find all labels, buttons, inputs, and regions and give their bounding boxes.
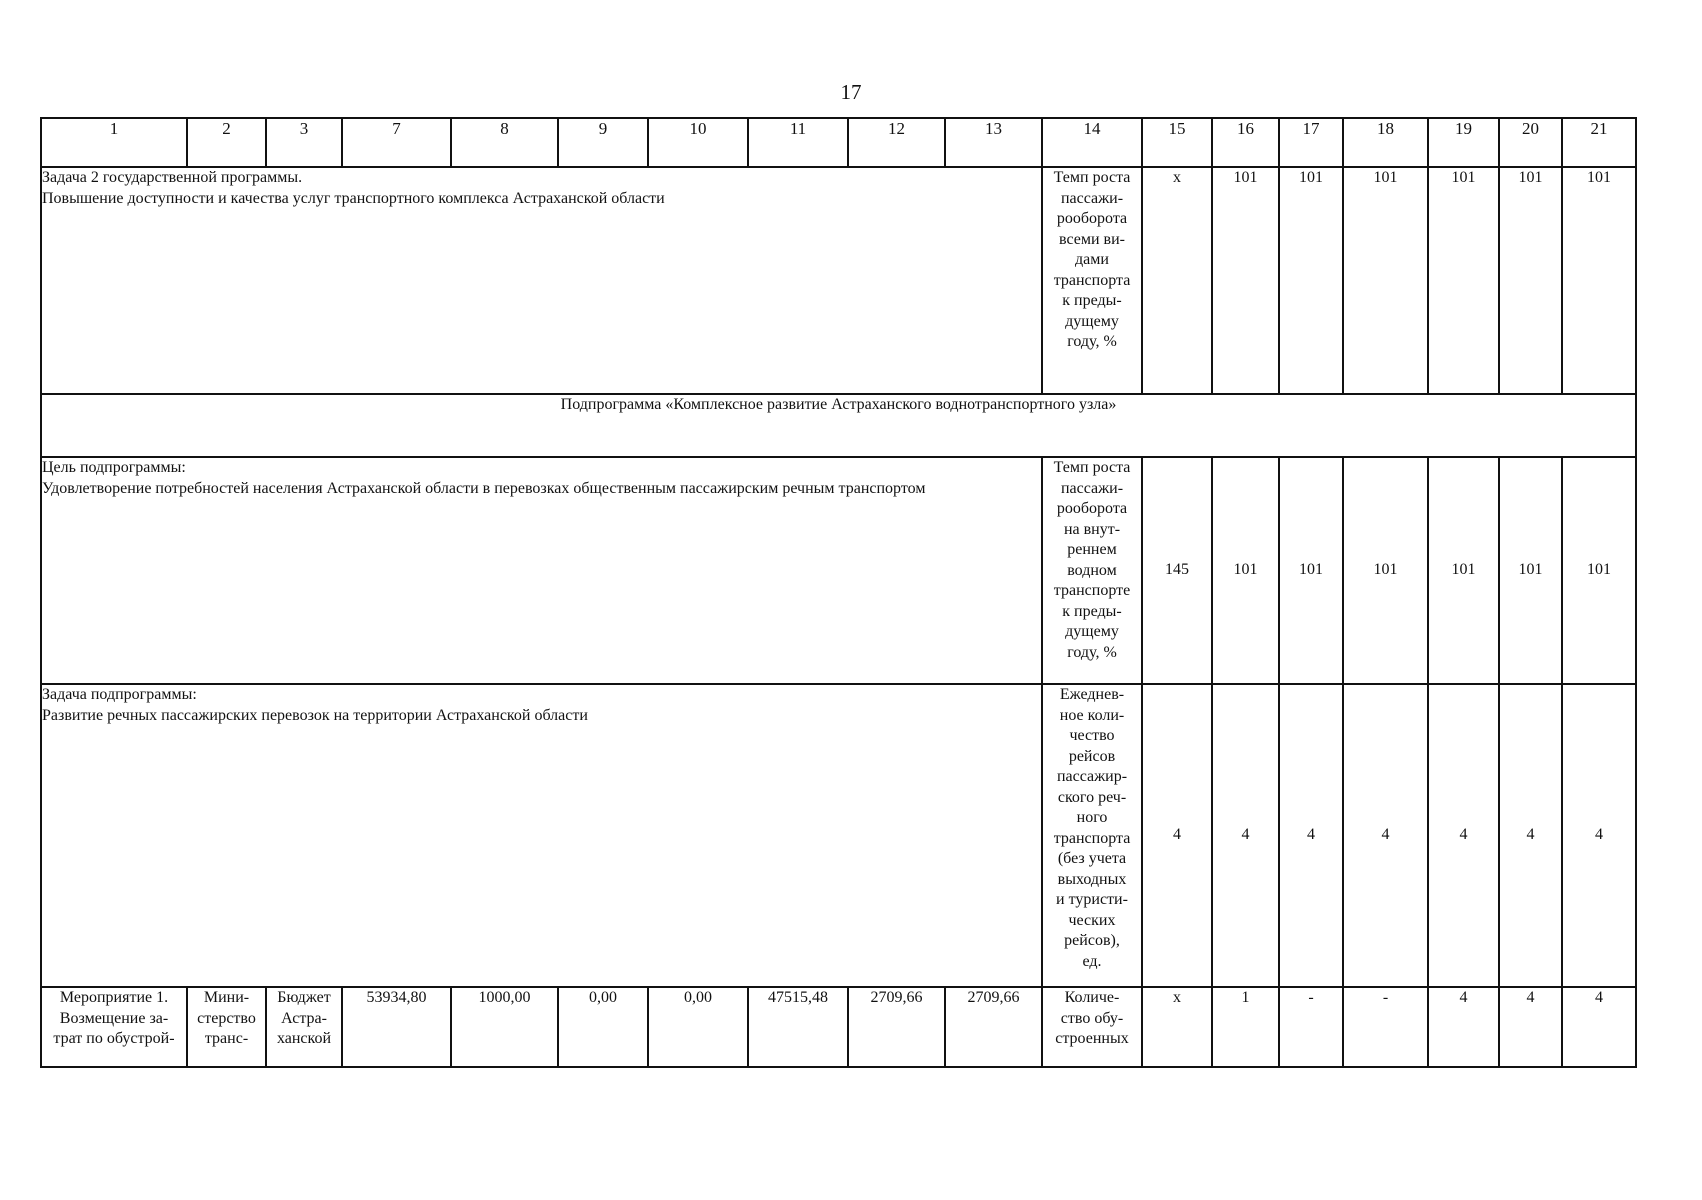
task2-row <box>41 167 1636 394</box>
amount-cell: 0,00 <box>558 987 648 1067</box>
task2-title: Задача 2 государственной программы. <box>42 169 303 186</box>
indicator-line: ческих <box>1068 911 1116 929</box>
header-cell: 3 <box>266 118 342 167</box>
indicator-line: (без учета <box>1057 850 1127 867</box>
amount-cell: 47515,48 <box>748 987 848 1067</box>
indicator-line: всеми ви- <box>1059 230 1125 248</box>
value-cell: 4 <box>1562 684 1636 987</box>
indicator-line: ного <box>1076 809 1108 826</box>
task2-description <box>41 167 1042 394</box>
value-cell: - <box>1279 987 1343 1067</box>
value-cell: 101 <box>1279 457 1343 684</box>
goal-description <box>41 457 1042 684</box>
cell-line: трат по обустрой- <box>53 1030 175 1047</box>
program-table <box>40 117 1637 1068</box>
indicator-line: году, % <box>1067 643 1117 661</box>
indicator-line: году, % <box>1067 333 1117 350</box>
value-cell: х <box>1142 987 1212 1067</box>
indicator-line: рооборота <box>1056 500 1128 517</box>
value-cell: 101 <box>1499 457 1562 684</box>
measure1-source <box>266 987 342 1067</box>
indicator-line: ед. <box>1082 952 1102 970</box>
value-cell: 101 <box>1212 457 1279 684</box>
header-cell: 2 <box>187 118 266 167</box>
indicator-line: водном <box>1067 561 1117 579</box>
goal-row <box>41 457 1636 684</box>
header-row <box>41 118 1636 167</box>
value-cell: 101 <box>1212 167 1279 394</box>
value-cell: 101 <box>1279 167 1343 394</box>
header-cell: 12 <box>848 118 945 167</box>
amount-cell: 53934,80 <box>342 987 451 1067</box>
amount-cell: 2709,66 <box>848 987 945 1067</box>
header-cell: 17 <box>1279 118 1343 167</box>
indicator-line: транспорта <box>1053 829 1131 847</box>
value-cell: 4 <box>1499 987 1562 1067</box>
value-cell: 4 <box>1428 684 1499 987</box>
indicator-line: рейсов), <box>1064 932 1120 949</box>
indicator-line: ского реч- <box>1057 788 1127 806</box>
header-cell: 1 <box>41 118 187 167</box>
goal-title: Цель подпрограммы: <box>42 459 186 476</box>
indicator-line: дущему <box>1065 312 1119 330</box>
indicator-line: строенных <box>1055 1030 1129 1047</box>
amount-cell: 1000,00 <box>451 987 558 1067</box>
indicator-line: транспорта <box>1053 271 1131 289</box>
indicator-line: к преды- <box>1062 292 1122 309</box>
cell-line: Бюджет <box>277 989 331 1006</box>
indicator-line: ное коли- <box>1059 706 1125 724</box>
subprogram-title: Подпрограмма «Комплексное развитие Астраханского воднотранспортного узла» <box>41 394 1636 457</box>
indicator-line: дущему <box>1065 623 1119 640</box>
indicator-line: Количе- <box>1064 989 1120 1006</box>
cell-line: ханской <box>276 1030 332 1047</box>
indicator-line: чество <box>1069 727 1115 744</box>
indicator-line: ство обу- <box>1060 1009 1124 1027</box>
cell-line: транс- <box>204 1030 249 1047</box>
header-cell: 14 <box>1042 118 1142 167</box>
task-description <box>41 684 1042 987</box>
measure1-indicator <box>1042 987 1142 1067</box>
header-cell: 7 <box>342 118 451 167</box>
page-number: 17 <box>840 80 862 104</box>
header-cell: 10 <box>648 118 748 167</box>
cell-line: Мини- <box>203 989 250 1006</box>
header-cell: 13 <box>945 118 1042 167</box>
indicator-line: и туристи- <box>1056 891 1128 908</box>
value-cell: 101 <box>1343 457 1428 684</box>
task-title: Задача подпрограммы: <box>42 686 197 703</box>
value-cell: 4 <box>1212 684 1279 987</box>
header-cell: 15 <box>1142 118 1212 167</box>
value-cell: 101 <box>1428 457 1499 684</box>
value-cell: 101 <box>1343 167 1428 394</box>
measure1-executor <box>187 987 266 1067</box>
task-text: Развитие речных пассажирских перевозок на территории Астраханской области <box>42 706 588 724</box>
header-cell: 21 <box>1562 118 1636 167</box>
value-cell: 145 <box>1142 457 1212 684</box>
header-cell: 8 <box>451 118 558 167</box>
header-cell: 11 <box>748 118 848 167</box>
measure1-row <box>41 987 1636 1067</box>
indicator-line: рейсов <box>1068 747 1116 765</box>
value-cell: 4 <box>1499 684 1562 987</box>
indicator-line: Темп роста <box>1053 459 1131 476</box>
cell-line: стерство <box>197 1009 256 1027</box>
cell-line: Астра- <box>281 1009 327 1027</box>
amount-cell: 2709,66 <box>945 987 1042 1067</box>
value-cell: 101 <box>1562 167 1636 394</box>
value-cell: 101 <box>1428 167 1499 394</box>
cell-line: Возмещение за- <box>59 1009 169 1027</box>
value-cell: 101 <box>1562 457 1636 684</box>
indicator-line: транспорте <box>1053 582 1131 599</box>
amount-cell: 0,00 <box>648 987 748 1067</box>
cell-line: Мероприятие 1. <box>59 989 169 1006</box>
value-cell: 4 <box>1142 684 1212 987</box>
task-row <box>41 684 1636 987</box>
indicator-line: Ежеднев- <box>1059 686 1125 703</box>
task2-indicator <box>1042 167 1142 394</box>
indicator-line: пассажи- <box>1060 479 1124 497</box>
measure1-name <box>41 987 187 1067</box>
header-cell: 9 <box>558 118 648 167</box>
value-cell: 4 <box>1562 987 1636 1067</box>
goal-indicator <box>1042 457 1142 684</box>
value-cell: 4 <box>1279 684 1343 987</box>
value-cell: 1 <box>1212 987 1279 1067</box>
indicator-line: пассажи- <box>1060 189 1124 207</box>
task-indicator <box>1042 684 1142 987</box>
header-cell: 18 <box>1343 118 1428 167</box>
indicator-line: реннем <box>1067 541 1117 558</box>
indicator-line: на внут- <box>1063 520 1121 538</box>
indicator-line: пассажир- <box>1056 768 1128 785</box>
indicator-line: дами <box>1075 251 1109 268</box>
goal-text: Удовлетворение потребностей населения Астраханской области в перевозках общественным пассажирским речным транспортом <box>42 479 926 497</box>
value-cell: - <box>1343 987 1428 1067</box>
indicator-line: рооборота <box>1056 210 1128 227</box>
indicator-line: выходных <box>1057 870 1127 888</box>
indicator-line: к преды- <box>1062 602 1122 620</box>
indicator-line: Темп роста <box>1053 169 1131 186</box>
header-cell: 20 <box>1499 118 1562 167</box>
value-cell: 4 <box>1428 987 1499 1067</box>
task2-text: Повышение доступности и качества услуг транспортного комплекса Астраханской области <box>42 189 665 207</box>
value-cell: х <box>1142 167 1212 394</box>
value-cell: 101 <box>1499 167 1562 394</box>
subprogram-row <box>41 394 1636 457</box>
header-cell: 19 <box>1428 118 1499 167</box>
header-cell: 16 <box>1212 118 1279 167</box>
value-cell: 4 <box>1343 684 1428 987</box>
